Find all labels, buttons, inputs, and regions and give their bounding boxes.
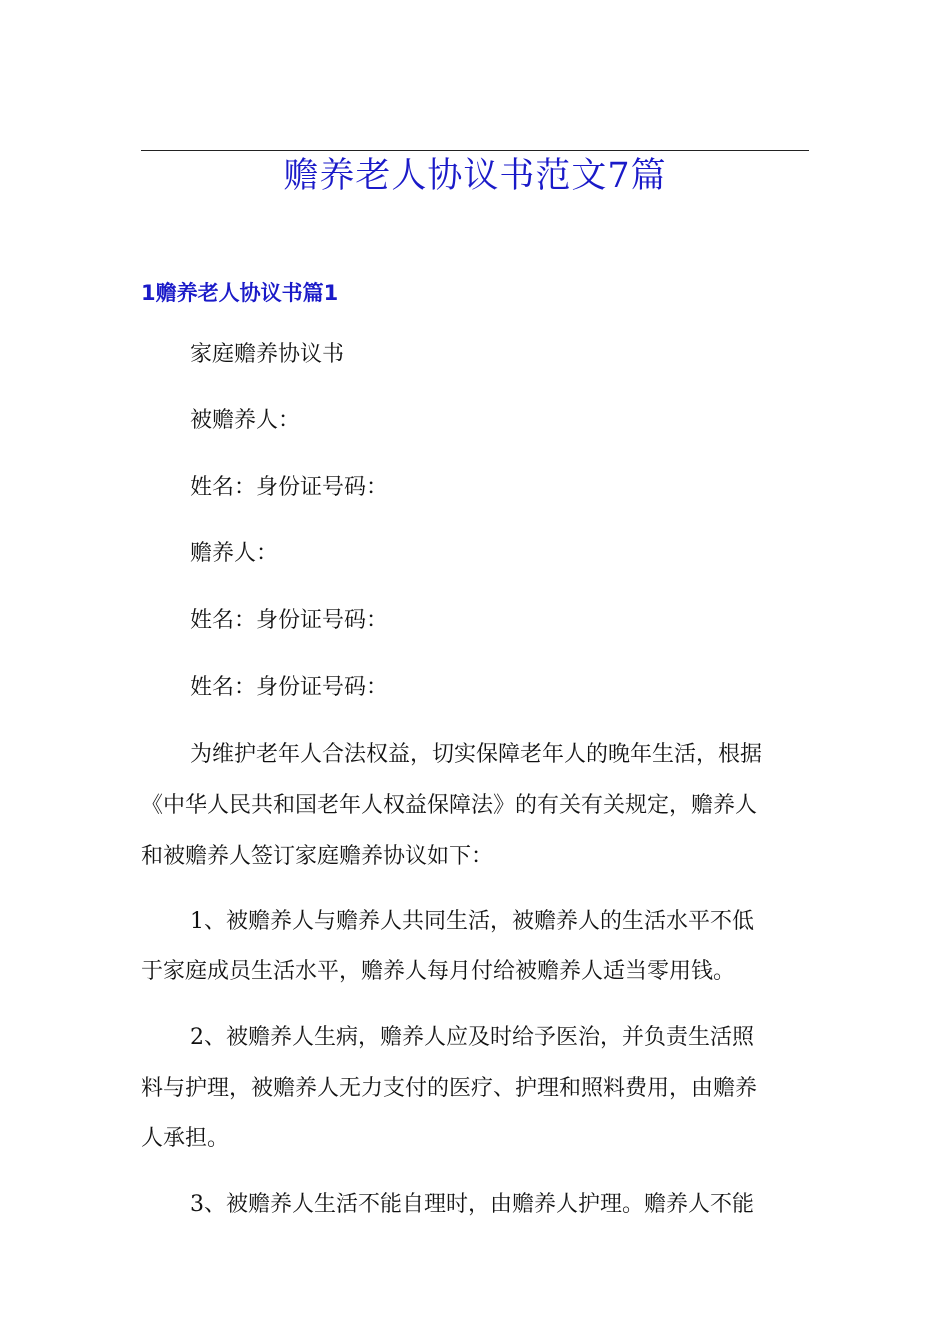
section-heading: 1赡养老人协议书篇1 — [141, 281, 339, 305]
paragraph-name-id-1: 姓名：身份证号码： — [190, 475, 389, 500]
document-title: 赡养老人协议书范文7篇 — [283, 156, 667, 196]
paragraph-clause-1-line-1: 1、被赡养人与赡养人共同生活，被赡养人的生活水平不低 — [190, 909, 754, 934]
paragraph-clause-3-line-1: 3、被赡养人生活不能自理时，由赡养人护理。赡养人不能 — [190, 1192, 754, 1217]
paragraph-supported-person: 被赡养人： — [190, 408, 301, 433]
paragraph-name-id-3: 姓名：身份证号码： — [190, 675, 389, 700]
paragraph-intro-line-1: 为维护老年人合法权益，切实保障老年人的晚年生活，根据 — [190, 742, 763, 767]
paragraph-agreement-title: 家庭赡养协议书 — [190, 342, 345, 367]
paragraph-supporter: 赡养人： — [190, 541, 279, 566]
paragraph-name-id-2: 姓名：身份证号码： — [190, 608, 389, 633]
paragraph-clause-1-line-2: 于家庭成员生活水平，赡养人每月付给被赡养人适当零用钱。 — [141, 959, 736, 984]
paragraph-intro-line-2: 《中华人民共和国老年人权益保障法》的有关有关规定，赡养人 — [141, 793, 758, 818]
paragraph-clause-2-line-2: 料与护理，被赡养人无力支付的医疗、护理和照料费用，由赡养 — [141, 1076, 758, 1101]
paragraph-clause-2-line-1: 2、被赡养人生病，赡养人应及时给予医治，并负责生活照 — [190, 1025, 754, 1050]
paragraph-clause-2-line-3: 人承担。 — [141, 1126, 230, 1151]
paragraph-intro-line-3: 和被赡养人签订家庭赡养协议如下： — [141, 844, 494, 869]
